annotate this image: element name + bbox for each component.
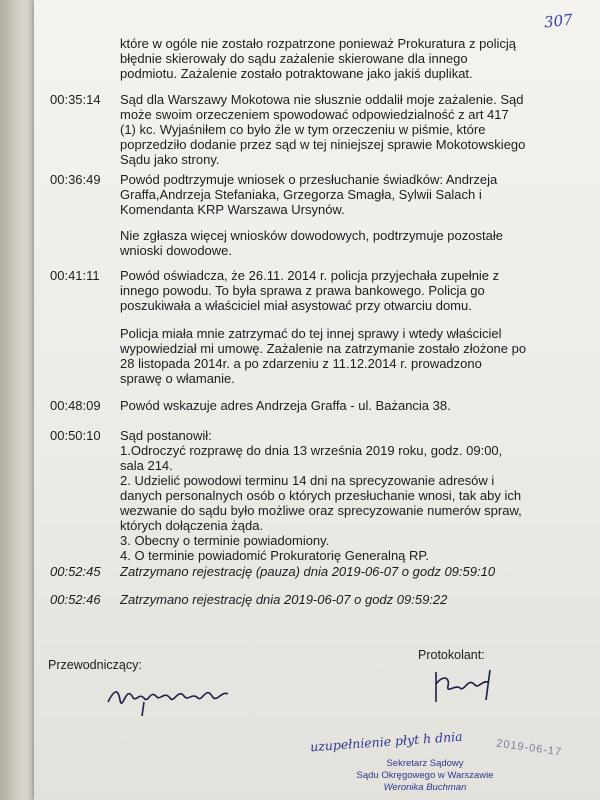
binding-edge [0,0,38,800]
entry-text: Powód wskazuje adres Andrzeja Graffa - ul. Bażancia 38. [120,398,451,413]
clerk-stamp [350,758,500,794]
clerk-label: Protokolant: [418,648,485,662]
entry-time: 00:52:46 [50,592,101,607]
entry-time: 00:52:45 [50,564,101,579]
entry-text: Policja miała mnie zatrzymać do tej innej sprawy i wtedy właściciel wypowiedział mi umowę. Zażalenie na zatrzymanie zostało złożone po 28 listopada 2014r. a po zdarzeniu z 11.12.2014 r. prowadzono sprawę o włamanie. [120,326,527,386]
page-number: 307 [543,10,574,32]
stamp-line: Weronika Buchman [383,782,467,793]
entry-time: 00:35:14 [50,92,101,107]
entry-text: Zatrzymano rejestrację dnia 2019-06-07 o godz 09:59:22 [120,592,448,607]
chairman-signature [104,672,244,722]
handwritten-note: uzupełnienie płyt h dnia [309,728,463,755]
entry-text: Zatrzymano rejestrację (pauza) dnia 2019-06-07 o godz 09:59:10 [120,564,496,579]
entry-time: 00:48:09 [50,398,101,413]
entry-text: Sąd postanowił: 1.Odroczyć rozprawę do dnia 13 września 2019 roku, godz. 09:00, sala 214. 2. Udzielić powodowi terminu 14 dni na sprecyzowanie adresów i danych personalnych osób o których przesłuchanie wnosi, tak aby ich wezwanie do sądu było możliwe oraz sprecyzowanie numerów spraw, których dołączenia żąda. 3. Obecny o terminie powiadomiony. 4. O terminie powiadomić Prokuratorię Generalną RP. [120,428,522,563]
entry-time: 00:36:49 [50,172,101,187]
entry-text: Powód podtrzymuje wniosek o przesłuchanie świadków: Andrzeja Graffa,Andrzeja Stefaniaka, Grzegorza Smagła, Sylwii Salach i Komendanta KRP Warszawa Ursynów. [120,172,498,217]
document-page [34,0,600,800]
stamp-line: Sądu Okręgowego w Warszawie [356,770,494,781]
entry-text: Powód oświadcza, że 26.11. 2014 r. policja przyjechała zupełnie z innego powodu. To była sprawa z prawa bankowego. Policja go poszukiwała a właściciel miał asystować przy otwarciu domu. [120,268,500,313]
entry-time: 00:50:10 [50,428,101,443]
entry-text: które w ogóle nie zostało rozpatrzone ponieważ Prokuratura z policją błędnie skierowały do sądu zażalenie skierowane dla innego podmiotu. Zażalenie zostało potraktowane jako jakiś duplikat. [120,36,516,81]
stamp-date: 2019-06-17 [495,737,563,759]
entry-text: Nie zgłasza więcej wniosków dowodowych, podtrzymuje pozostałe wnioski dowodowe. [120,228,503,258]
clerk-signature [430,664,510,708]
chairman-label: Przewodniczący: [48,658,142,672]
entry-time: 00:41:11 [50,268,100,283]
entry-text: Sąd dla Warszawy Mokotowa nie słusznie oddalił moje zażalenie. Sąd może swoim orzeczeniem spowodować odpowiedzialność z art 417 (1) kc. Wyjaśniłem co było źle w tym orzeczeniu w piśmie, które poprzedziło dodanie przez sąd w tej niniejszej sprawie Mokotowskiego Sądu jako strony. [120,92,526,167]
stamp-line: Sekretarz Sądowy [386,758,464,769]
